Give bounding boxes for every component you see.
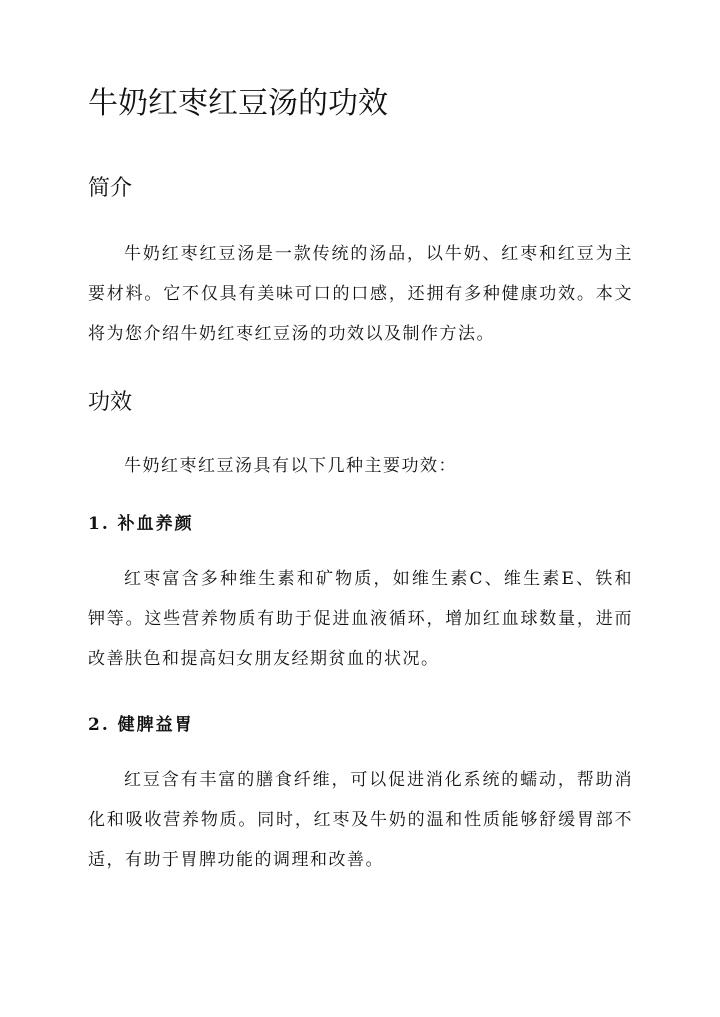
item-paragraph-stomach: 红豆含有丰富的膳食纤维，可以促进消化系统的蠕动，帮助消化和吸收营养物质。同时，红枣及牛奶的温和性质能够舒缓胃部不适，有助于胃脾功能的调理和改善。 [88, 770, 633, 870]
section-paragraph-benefits: 牛奶红枣红豆汤具有以下几种主要功效： [124, 456, 457, 476]
document-title: 牛奶红枣红豆汤的功效 [88, 86, 388, 121]
section-heading-intro: 简介 [88, 176, 133, 201]
item-heading-stomach: 2. 健脾益胃 [88, 715, 194, 735]
section-heading-benefits: 功效 [88, 390, 133, 415]
section-paragraph-intro: 牛奶红枣红豆汤是一款传统的汤品，以牛奶、红枣和红豆为主要材料。它不仅具有美味可口的口感，还拥有多种健康功效。本文将为您介绍牛奶红枣红豆汤的功效以及制作方法。 [88, 244, 633, 344]
item-heading-blood: 1. 补血养颜 [88, 514, 194, 534]
item-paragraph-blood: 红枣富含多种维生素和矿物质，如维生素C、维生素E、铁和钾等。这些营养物质有助于促进血液循环，增加红血球数量，进而改善肤色和提高妇女朋友经期贫血的状况。 [88, 569, 633, 669]
